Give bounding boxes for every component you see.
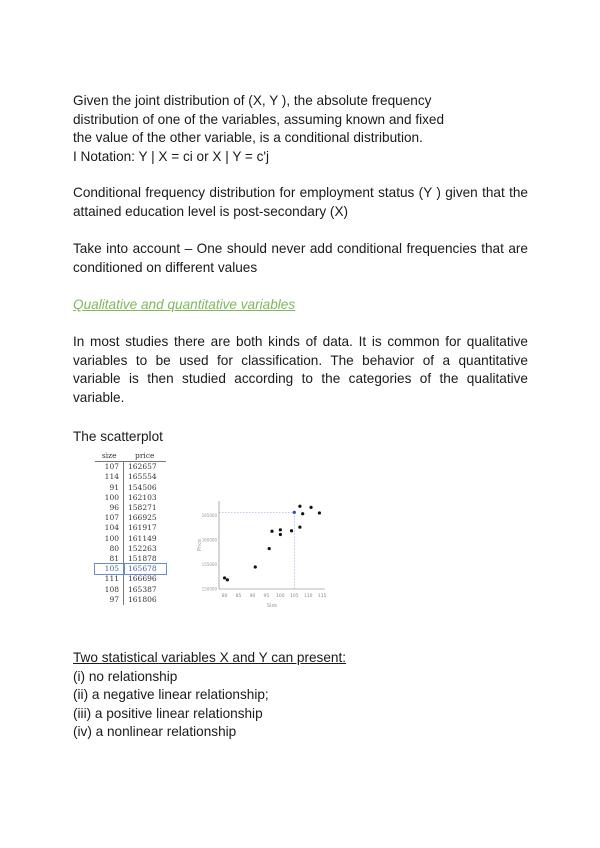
scatter-point: [301, 512, 304, 515]
scatter-point: [270, 530, 273, 533]
section-heading-link[interactable]: [73, 296, 528, 315]
column-header-price: price: [124, 451, 167, 462]
size-cell: 104: [95, 523, 124, 533]
size-cell: 107: [95, 513, 124, 523]
y-tick-label: 160000: [201, 537, 217, 543]
price-cell: 165387: [128, 584, 157, 594]
scatter-point: [226, 578, 229, 581]
x-tick-label: 100: [276, 594, 285, 599]
relationship-item: (ii) a negative linear relationship;: [73, 687, 269, 702]
table-row: [95, 472, 166, 482]
notation-line: I Notation: Y | X = ci or X | Y = c'j: [73, 148, 270, 164]
price-cell: 161917: [128, 523, 157, 533]
scatter-point: [279, 533, 282, 536]
price-cell: 161806: [128, 594, 157, 604]
x-tick-label: 115: [317, 594, 327, 599]
size-cell: 80: [95, 544, 124, 554]
relationships-heading: Two statistical variables X and Y can present:: [73, 650, 347, 665]
price-cell: 166696: [128, 574, 157, 584]
qualitative-quantitative-link[interactable]: Qualitative and quantitative variables: [73, 297, 296, 312]
x-tick-label: 90: [249, 594, 256, 599]
note-paragraph: Take into account – One should never add conditional frequencies that are conditioned on different values: [73, 241, 528, 275]
size-cell: 107: [95, 462, 124, 473]
table-row: [95, 493, 166, 503]
size-cell: 97: [95, 595, 124, 605]
x-tick-label: 105: [290, 594, 299, 599]
column-header-size: size: [95, 451, 124, 462]
y-tick-label: 155000: [201, 562, 217, 568]
y-tick-label: 150000: [201, 586, 217, 592]
x-tick-label: 95: [263, 594, 270, 599]
scatter-point: [290, 529, 293, 532]
price-cell: 162103: [128, 492, 157, 502]
price-cell: 161149: [128, 533, 157, 543]
table-row: [95, 595, 166, 605]
scatter-point: [298, 526, 301, 529]
table-row: [95, 513, 166, 523]
table-row: [95, 534, 166, 544]
table-row: [95, 462, 166, 473]
x-tick-label: 80: [221, 594, 228, 599]
x-tick-label: 110: [303, 594, 313, 599]
price-cell: 152263: [128, 543, 157, 553]
scatter-point: [318, 511, 321, 514]
size-price-table: [95, 451, 166, 605]
price-cell: 166925: [128, 513, 157, 523]
scatter-point: [279, 528, 282, 531]
scatter-point: [268, 547, 271, 550]
size-cell: 81: [95, 554, 124, 564]
table-row: [95, 544, 166, 554]
table-row: [95, 585, 166, 595]
table-row: [95, 554, 166, 564]
table-row: [95, 564, 166, 574]
text-line: the value of the other variable, is a conditional distribution.: [73, 130, 423, 145]
size-cell: 114: [95, 472, 124, 482]
scatterplot-chart: [195, 495, 335, 620]
relationship-item: (iv) a nonlinear relationship: [73, 724, 237, 739]
table-row: [95, 503, 166, 513]
price-cell: 154506: [128, 482, 157, 492]
conditional-frequency-paragraph: Conditional frequency distribution for employment status (Y ) given that the attained education level is post-secondary (X): [73, 185, 528, 219]
price-cell: 151878: [128, 554, 157, 564]
scatter-point: [223, 576, 226, 579]
size-cell: 111: [95, 574, 124, 584]
size-cell: 108: [95, 585, 124, 595]
x-axis-label: Size: [266, 603, 278, 609]
price-cell: 162657: [128, 462, 157, 472]
text-line: distribution of one of the variables, assuming known and fixed: [73, 111, 445, 127]
y-axis-label: Price: [197, 538, 203, 552]
scatter-point: [298, 505, 301, 508]
price-cell: 158271: [128, 503, 157, 513]
size-cell: 100: [95, 493, 124, 503]
scatter-point: [293, 511, 296, 514]
x-tick-label: 85: [235, 594, 242, 599]
y-tick-label: 165000: [201, 513, 217, 519]
text-line: Given the joint distribution of (X, Y ), the absolute frequency: [73, 93, 432, 108]
relationship-item: (iii) a positive linear relationship: [73, 705, 263, 721]
studies-paragraph: In most studies there are both kinds of data. It is common for qualitative variables to be used for classification. The behavior of a quantitative variable is then studied according to the categories of the qualitative variable.: [73, 334, 528, 405]
table-row: [95, 523, 166, 533]
scatter-point: [254, 565, 257, 568]
table-row: [95, 574, 166, 584]
relationship-item: (i) no relationship: [73, 668, 178, 684]
relationships-list: [73, 649, 528, 742]
scatter-point: [309, 506, 312, 509]
intro-paragraph: [73, 92, 528, 166]
size-cell: 91: [95, 483, 124, 493]
size-cell: 105: [95, 564, 124, 574]
size-cell: 100: [95, 534, 124, 544]
scatterplot-heading: The scatterplot: [73, 429, 163, 444]
table-row: [95, 483, 166, 493]
price-cell: 165554: [128, 472, 157, 482]
size-cell: 96: [95, 503, 124, 513]
price-cell: 165678: [124, 564, 167, 574]
